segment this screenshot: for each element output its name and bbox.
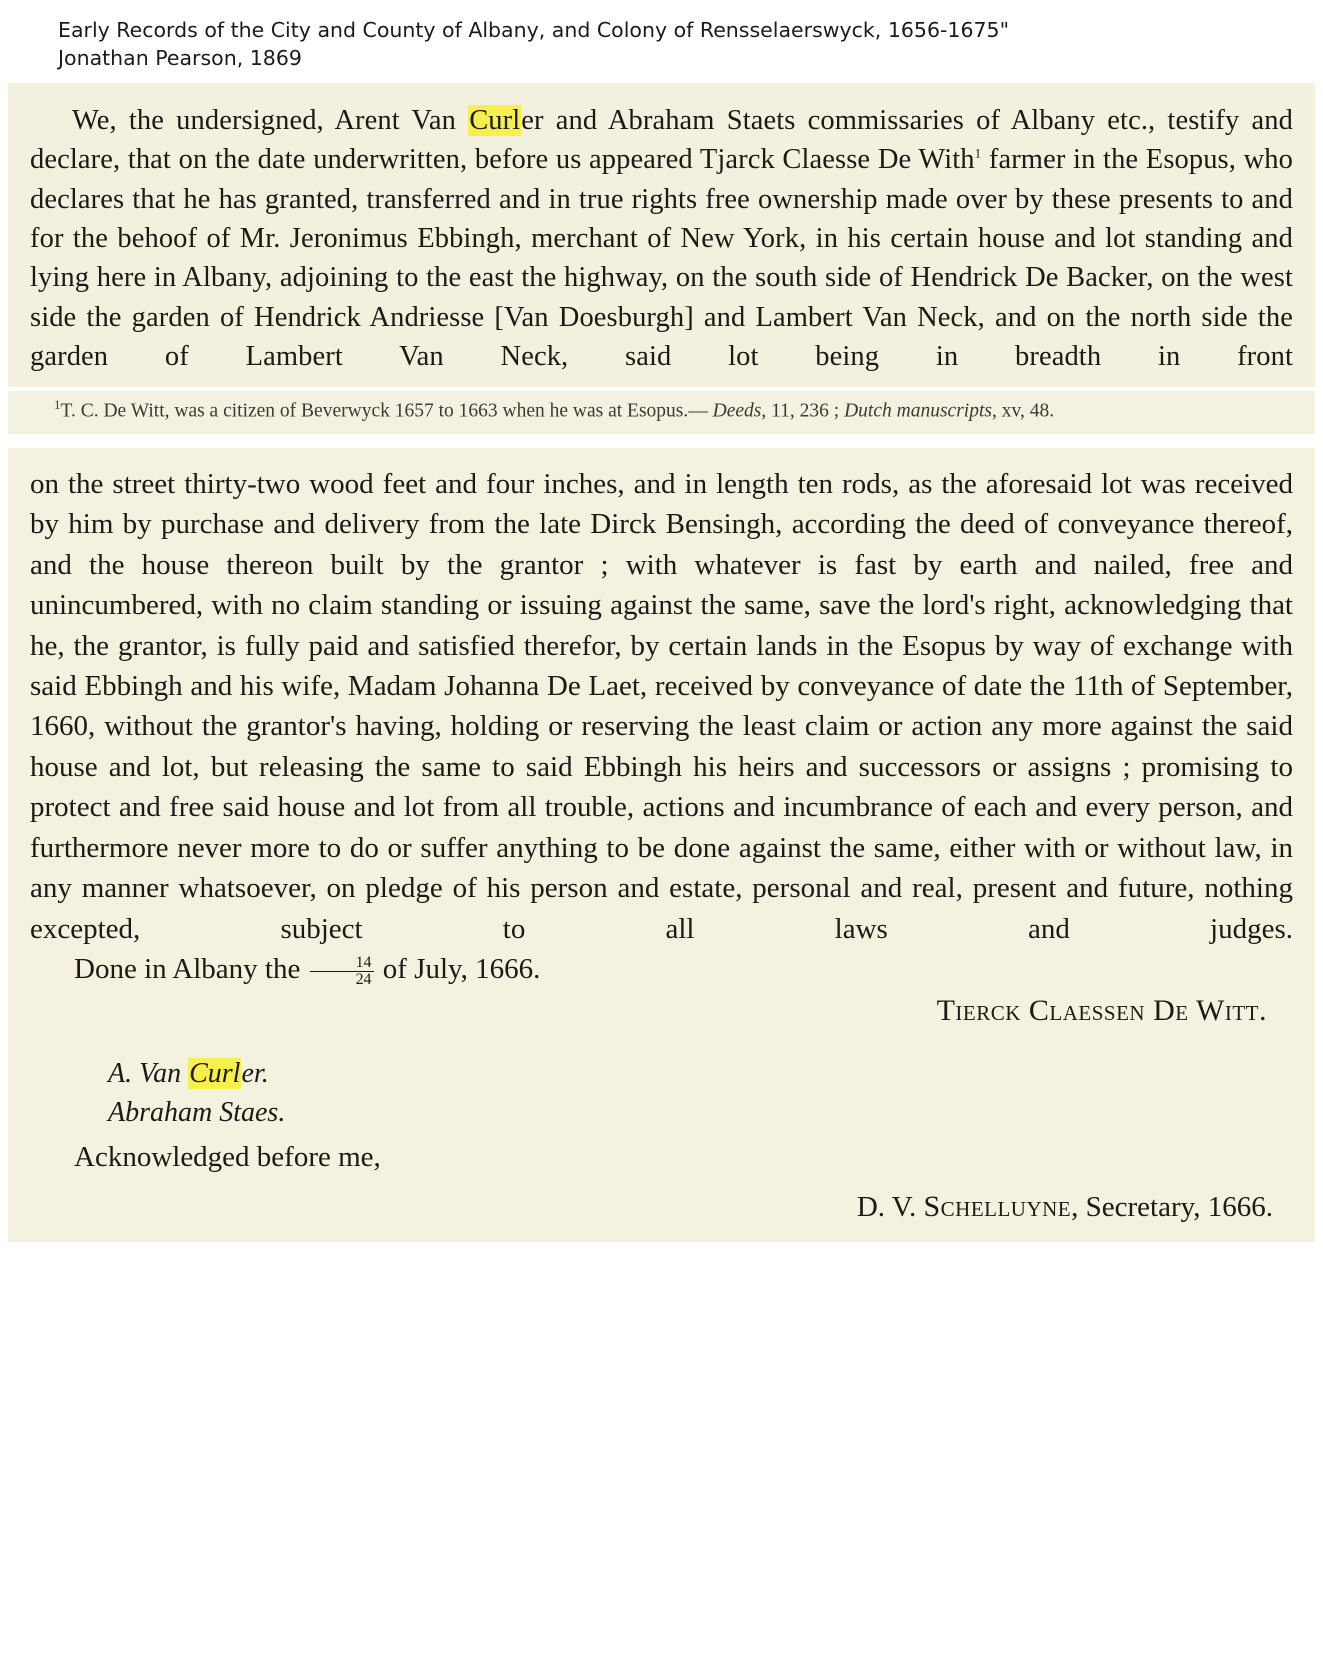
signature-main [30, 994, 1293, 1028]
para1-cont: farmer in the Esopus, who declares that he has granted, transferred and in true rights free ownership made over by these presents to and for the behoof of Mr. Jeronimus Ebbingh, merchant of New York, in his certain house and lot standing and lying here in Albany, adjoining to the east the highway, on the south side of Hendrick De Backer, on the west side the garden of Hendrick Andriesse [Van Doesburgh] and Lambert Van Neck, and on the north side the garden of Lambert Van Neck, said lot being in breadth in front [30, 144, 1293, 373]
signature-van-curler [108, 1054, 1293, 1094]
date-fraction-denominator: 24 [355, 970, 372, 988]
footnote-part-2: , 11, 236 ; [761, 400, 845, 422]
witness-signatures [30, 1054, 1293, 1134]
secretary-signature [30, 1190, 1293, 1224]
scanned-paragraph-block-2 [8, 448, 1315, 1243]
paragraph-1 [30, 101, 1293, 377]
footnote-text [30, 397, 1293, 424]
done-line [30, 949, 1293, 990]
page-header [0, 0, 1323, 83]
sig1-pre: A. Van [108, 1057, 189, 1089]
done-pre: Done in Albany the [74, 953, 308, 986]
scanned-paragraph-block-1 [8, 83, 1315, 387]
header-title-line-1: Early Records of the City and County of Albany, and Colony of Rensselaerswyck, 1656-1675" [58, 18, 1009, 42]
header-title-line-2: Jonathan Pearson, 1869 [58, 46, 302, 71]
done-post: of July, 1666. [375, 953, 541, 986]
secretary-pre: D. V. [856, 1191, 924, 1224]
footnote-part-3: , xv, 48. [991, 400, 1055, 422]
footnote-italic-dutch-manuscripts: Dutch manuscripts [844, 400, 992, 422]
para1-pre: We, the undersigned, Arent Van [72, 104, 469, 136]
paragraph-2: on the street thirty-two wood feet and four inches, and in length ten rods, as the aforesaid lot was received by him by purchase and delivery from the late Dirck Bensingh, according the deed of conveyance thereof, and the house thereon built by the grantor ; with whatever is fast by earth and nailed, free and unincumbered, with no claim standing or issuing against the same, save the lord's right, acknowledging that he, the grantor, is fully paid and satisfied therefor, by certain lands in the Esopus by way of exchange with said Ebbingh and his wife, Madam Johanna De Laet, received by conveyance of date the 11th of September, 1660, without the grantor's having, holding or reserving the least claim or action any more against the said house and lot, but releasing the same to said Ebbingh his heirs and successors or assigns ; promising to protect and free said house and lot from all trouble, actions and incumbrance of each and every person, and furthermore never more to do or suffer anything to be done against the same, either with or without law, in any manner whatsoever, on pledge of his person and estate, personal and real, present and future, nothing excepted, subject to all laws and judges. [30, 467, 1293, 945]
highlight-curler-2: Curl [189, 1057, 241, 1089]
sig1-post: er. [241, 1057, 269, 1089]
signature-main-text: Tierck Claessen De Witt. [936, 993, 1267, 1027]
signature-abraham-staes: Abraham Staes. [108, 1097, 286, 1129]
footnote-reference-marker: 1 [974, 145, 982, 161]
footnote-block [8, 391, 1315, 434]
date-fraction-numerator: 14 [310, 955, 374, 972]
footnote-italic-deeds: Deeds [712, 400, 762, 422]
footnote-marker: 1 [54, 396, 61, 412]
para1-post: er and Abraham Staets commissaries of Albany etc., testify and declare, that on the date underwritten, before us appeared Tjarck Claesse De With [30, 104, 1293, 176]
date-fraction [310, 955, 374, 988]
acknowledged-line: Acknowledged before me, [74, 1141, 381, 1174]
secretary-name: Schelluyne [923, 1190, 1072, 1224]
secretary-post: , Secretary, 1666. [1071, 1191, 1273, 1224]
footnote-part-1: T. C. De Witt, was a citizen of Beverwyck 1657 to 1663 when he was at Esopus.— [60, 400, 713, 422]
highlight-curler-1: Curl [469, 104, 521, 136]
